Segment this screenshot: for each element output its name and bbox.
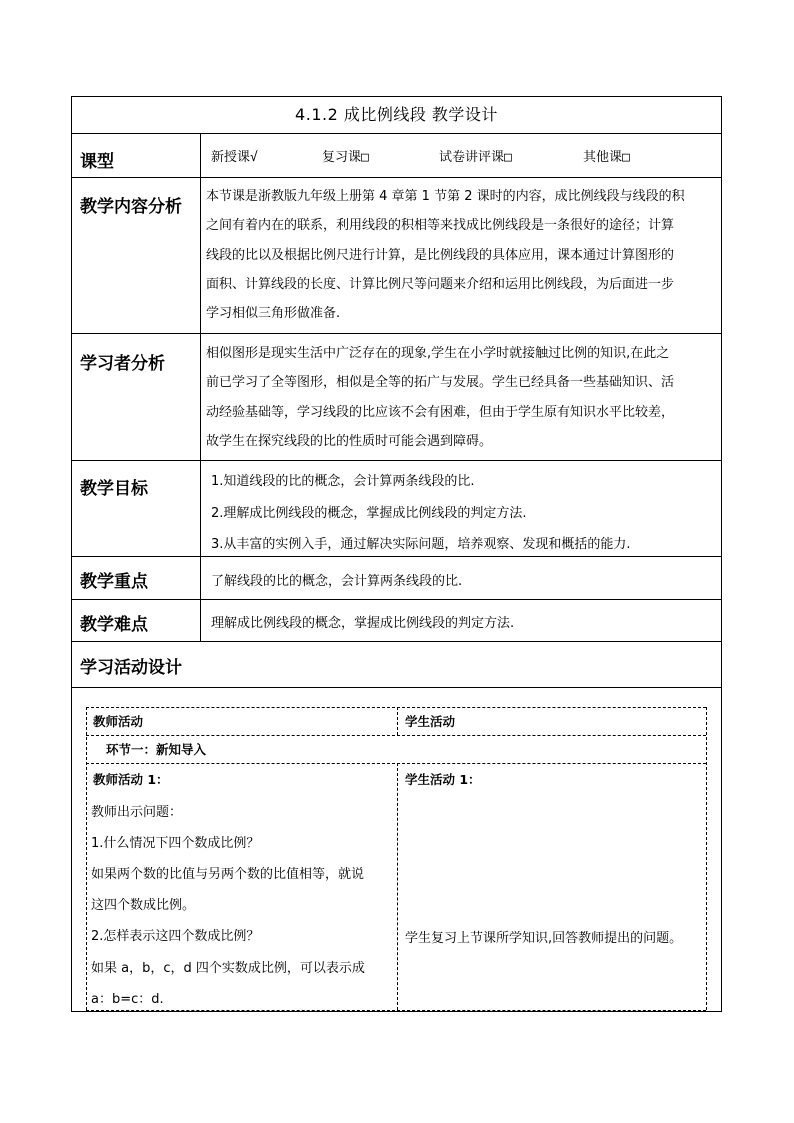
teacher-line: 教师出示问题： bbox=[91, 805, 183, 820]
row-divider bbox=[71, 133, 722, 134]
learner-analysis-text bbox=[206, 339, 716, 456]
teacher-line: 如果两个数的比值与另两个数的比值相等，就说 bbox=[91, 867, 365, 882]
header-teacher-activity: 教师活动 bbox=[93, 714, 144, 729]
dashed-border bbox=[86, 707, 87, 1010]
dashed-border bbox=[397, 763, 398, 1010]
dashed-border bbox=[397, 707, 398, 735]
teacher-activity-title: 教师活动 1： bbox=[93, 772, 169, 787]
row-divider bbox=[71, 333, 722, 334]
content-analysis-text bbox=[206, 182, 716, 328]
text-line: 本节课是浙教版九年级上册第 4 章第 1 节第 2 课时的内容，成比例线段与线段的积 bbox=[206, 189, 685, 204]
label-key-points: 教学重点 bbox=[80, 572, 148, 592]
text-line: 之间有着内在的联系，利用线段的积相等来找成比例线段是一条很好的途径；计算 bbox=[206, 218, 675, 234]
label-learner-analysis: 学习者分析 bbox=[80, 354, 165, 374]
text-line: 动经验基础等，学习线段的比应该不会有困难，但由于学生原有知识水平比较差， bbox=[206, 404, 675, 420]
student-activity-title: 学生活动 1： bbox=[405, 772, 481, 787]
row-divider bbox=[71, 556, 722, 557]
text-line: 学习相似三角形做准备. bbox=[206, 306, 341, 322]
label-activity-design: 学习活动设计 bbox=[80, 658, 182, 678]
teacher-line: 如果 a，b，c，d 四个实数成比例，可以表示成 bbox=[91, 961, 365, 976]
teacher-line: a：b=c：d. bbox=[91, 992, 164, 1007]
dashed-border bbox=[86, 735, 706, 736]
row-divider bbox=[71, 599, 722, 600]
text-line: 线段的比以及根据比例尺进行计算，是比例线段的具体应用，课本通过计算图形的 bbox=[206, 247, 675, 263]
row-divider bbox=[71, 460, 722, 461]
key-points-text: 了解线段的比的概念，会计算两条线段的比. bbox=[211, 574, 463, 589]
header-student-activity: 学生活动 bbox=[405, 714, 456, 729]
teacher-line: 1.什么情况下四个数成比例？ bbox=[91, 836, 260, 851]
option-other-lesson: 其他课□ bbox=[583, 150, 630, 165]
column-divider bbox=[200, 133, 201, 641]
objective-item: 1.知道线段的比的概念，会计算两条线段的比. bbox=[211, 474, 475, 489]
objective-item: 2.理解成比例线段的概念，掌握成比例线段的判定方法. bbox=[211, 506, 527, 521]
dashed-border bbox=[706, 707, 707, 1010]
objective-item: 3.从丰富的实例入手，通过解决实际问题，培养观察、发现和概括的能力. bbox=[211, 537, 631, 552]
label-objectives: 教学目标 bbox=[80, 479, 148, 499]
row-divider bbox=[71, 177, 722, 178]
label-lesson-type: 课型 bbox=[80, 152, 114, 172]
difficulties-text: 理解成比例线段的概念，掌握成比例线段的判定方法. bbox=[211, 616, 515, 631]
student-activity-text: 学生复习上节课所学知识,回答教师提出的问题。 bbox=[405, 931, 683, 946]
option-review-lesson: 复习课□ bbox=[322, 150, 369, 165]
label-content-analysis: 教学内容分析 bbox=[80, 197, 182, 217]
teacher-line: 这四个数成比例。 bbox=[91, 898, 196, 913]
dashed-border bbox=[86, 1010, 706, 1011]
dashed-border bbox=[86, 707, 706, 708]
row-divider bbox=[71, 687, 722, 688]
dashed-border bbox=[86, 763, 706, 764]
row-divider bbox=[71, 641, 722, 642]
section-new-knowledge-intro: 环节一：新知导入 bbox=[106, 742, 207, 757]
option-exam-review-lesson: 试卷讲评课□ bbox=[439, 150, 512, 165]
text-line: 故学生在探究线段的比的性质时可能会遇到障碍。 bbox=[206, 433, 493, 449]
teacher-line: 2.怎样表示这四个数成比例？ bbox=[91, 929, 260, 944]
text-line: 相似图形是现实生活中广泛存在的现象,学生在小学时就接触过比例的知识,在此之 bbox=[206, 346, 670, 361]
text-line: 面积、计算线段的长度、计算比例尺等问题来介绍和运用比例线段，为后面进一步 bbox=[206, 276, 675, 292]
page-title: 4.1.2 成比例线段 教学设计 bbox=[295, 105, 498, 124]
option-new-lesson: 新授课√ bbox=[211, 150, 258, 165]
text-line: 前已学习了全等图形，相似是全等的拓广与发展。学生已经具备一些基础知识、活 bbox=[206, 375, 675, 391]
label-difficulties: 教学难点 bbox=[80, 615, 148, 635]
